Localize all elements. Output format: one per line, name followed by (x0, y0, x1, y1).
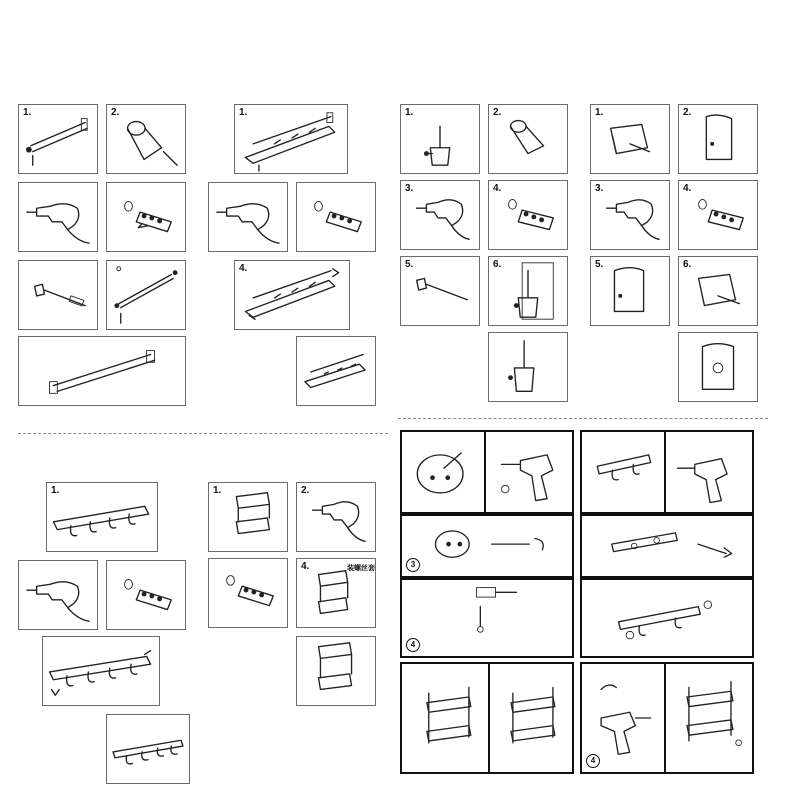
screw-assembly-icon (402, 580, 572, 656)
corner-shelf-icon (209, 483, 287, 551)
step-number: 1. (405, 107, 414, 118)
screwdriver-icon (19, 261, 97, 329)
robe-hook-rail-icon (107, 715, 189, 783)
toilet-brush-step-2 (488, 104, 568, 174)
section-divider (398, 418, 768, 419)
double-hook-icon (582, 432, 664, 512)
rack-sheet-step-3 (580, 662, 666, 774)
towel-rack-step-3 (296, 182, 376, 252)
step-number: 3. (405, 183, 414, 194)
tissue-holder-final (678, 332, 758, 402)
step-number: 4. (239, 263, 248, 274)
double-towel-bar-icon (19, 105, 97, 173)
double-towel-bar-icon (19, 337, 185, 405)
drill-icon (666, 432, 752, 512)
step-number: 1. (595, 107, 604, 118)
step-number: 1. (213, 485, 222, 496)
step-number: 3. (595, 183, 604, 194)
rack-sheet-step-1 (400, 662, 490, 774)
corner-shelf-step-1 (208, 482, 288, 552)
toilet-brush-holder-icon (489, 333, 567, 401)
step-circle: 3 (406, 558, 420, 572)
wall-shelf-icon (402, 664, 488, 772)
step-number: 6. (683, 259, 692, 270)
towel-bar-step-1 (18, 104, 98, 174)
screwdriver-icon (401, 257, 479, 325)
hook-rail-step-2 (18, 560, 98, 630)
step-number: 4. (683, 183, 692, 194)
towel-rack-step-4 (234, 260, 350, 330)
toilet-brush-holder-icon (489, 257, 567, 325)
anchor-insert-icon (297, 183, 375, 251)
tissue-holder-step-3 (590, 180, 670, 250)
soap-holder-step-2 (484, 430, 574, 514)
robe-hook-rail-icon (47, 483, 157, 551)
towel-bar-final (18, 336, 186, 406)
double-hook-icon (582, 580, 752, 656)
corner-shelf-step-2 (296, 482, 376, 552)
step-number: 5. (595, 259, 604, 270)
hook-sheet-step-4 (580, 578, 754, 658)
step-number: 2. (683, 107, 692, 118)
tissue-holder-step-1 (590, 104, 670, 174)
tissue-cover-icon (591, 257, 669, 325)
step-number: 4. (301, 561, 310, 572)
tissue-box-icon (679, 333, 757, 401)
tissue-holder-step-6 (678, 256, 758, 326)
corner-shelf-final (296, 636, 376, 706)
toilet-brush-step-5 (400, 256, 480, 326)
hook-sheet-step-2 (664, 430, 754, 514)
toilet-brush-final (488, 332, 568, 402)
step-number: 2. (111, 107, 120, 118)
rack-sheet-step-4 (664, 662, 754, 774)
tissue-cover-icon (679, 105, 757, 173)
soap-dish-plate-icon (402, 432, 484, 512)
drill-icon (582, 664, 664, 772)
towel-bar-step-4 (106, 182, 186, 252)
wall-shelf-icon (490, 664, 572, 772)
soap-holder-step-1 (400, 430, 486, 514)
step-number: 5. (405, 259, 414, 270)
anchor-insert-icon (209, 559, 287, 627)
hook-rail-step-3 (106, 560, 186, 630)
hook-rail-final (106, 714, 190, 784)
step-number: 2. (301, 485, 310, 496)
rack-sheet-step-2 (488, 662, 574, 774)
folding-towel-rack-icon (235, 105, 347, 173)
corner-shelf-step-4 (296, 558, 376, 628)
toilet-brush-holder-icon (401, 105, 479, 173)
towel-rack-final (296, 336, 376, 406)
step-number: 6. (493, 259, 502, 270)
step-circle: 4 (586, 754, 600, 768)
towel-bar-step-2 (106, 104, 186, 174)
double-hook-icon (582, 516, 752, 576)
tissue-holder-step-2 (678, 104, 758, 174)
corner-shelf-step-3 (208, 558, 288, 628)
wall-shelf-icon (666, 664, 752, 772)
tissue-holder-step-4 (678, 180, 758, 250)
towel-bar-step-3 (18, 182, 98, 252)
towel-rack-step-2 (208, 182, 288, 252)
anchor-insert-icon (107, 561, 185, 629)
towel-bar-step-5 (18, 260, 98, 330)
drill-icon (591, 181, 669, 249)
drill-icon (19, 183, 97, 251)
double-towel-bar-icon (107, 261, 185, 329)
tissue-holder-step-5 (590, 256, 670, 326)
toilet-brush-step-3 (400, 180, 480, 250)
towel-bar-step-6 (106, 260, 186, 330)
tissue-holder-icon (591, 105, 669, 173)
folding-towel-rack-icon (297, 337, 375, 405)
folding-towel-rack-icon (235, 261, 349, 329)
step-number: 1. (51, 485, 60, 496)
step-number: 4. (493, 183, 502, 194)
towel-rack-step-1 (234, 104, 348, 174)
step-number: 1. (23, 107, 32, 118)
anchor-insert-icon (107, 183, 185, 251)
anchor-insert-icon (489, 181, 567, 249)
anchor-insert-icon (402, 516, 572, 576)
wall-plug-icon (489, 105, 567, 173)
drill-icon (297, 483, 375, 551)
corner-shelf-icon (297, 559, 375, 627)
tissue-holder-icon (679, 257, 757, 325)
hook-sheet-step-3 (580, 514, 754, 578)
toilet-brush-step-4 (488, 180, 568, 250)
step-number: 1. (239, 107, 248, 118)
drill-icon (19, 561, 97, 629)
toilet-brush-step-6 (488, 256, 568, 326)
drill-icon (401, 181, 479, 249)
hook-rail-step-1 (46, 482, 158, 552)
hook-rail-step-4 (42, 636, 160, 706)
drill-icon (209, 183, 287, 251)
section-divider (18, 433, 388, 434)
step-circle: 4 (406, 638, 420, 652)
step-number: 2. (493, 107, 502, 118)
wall-plug-icon (107, 105, 185, 173)
anchor-insert-icon (679, 181, 757, 249)
drill-icon (486, 432, 572, 512)
soap-holder-step-3 (400, 514, 574, 578)
screw-sleeve-label: 装螺丝套 (347, 565, 375, 572)
robe-hook-rail-icon (43, 637, 159, 705)
soap-holder-step-4 (400, 578, 574, 658)
toilet-brush-step-1 (400, 104, 480, 174)
corner-shelf-icon (297, 637, 375, 705)
hook-sheet-step-1 (580, 430, 666, 514)
